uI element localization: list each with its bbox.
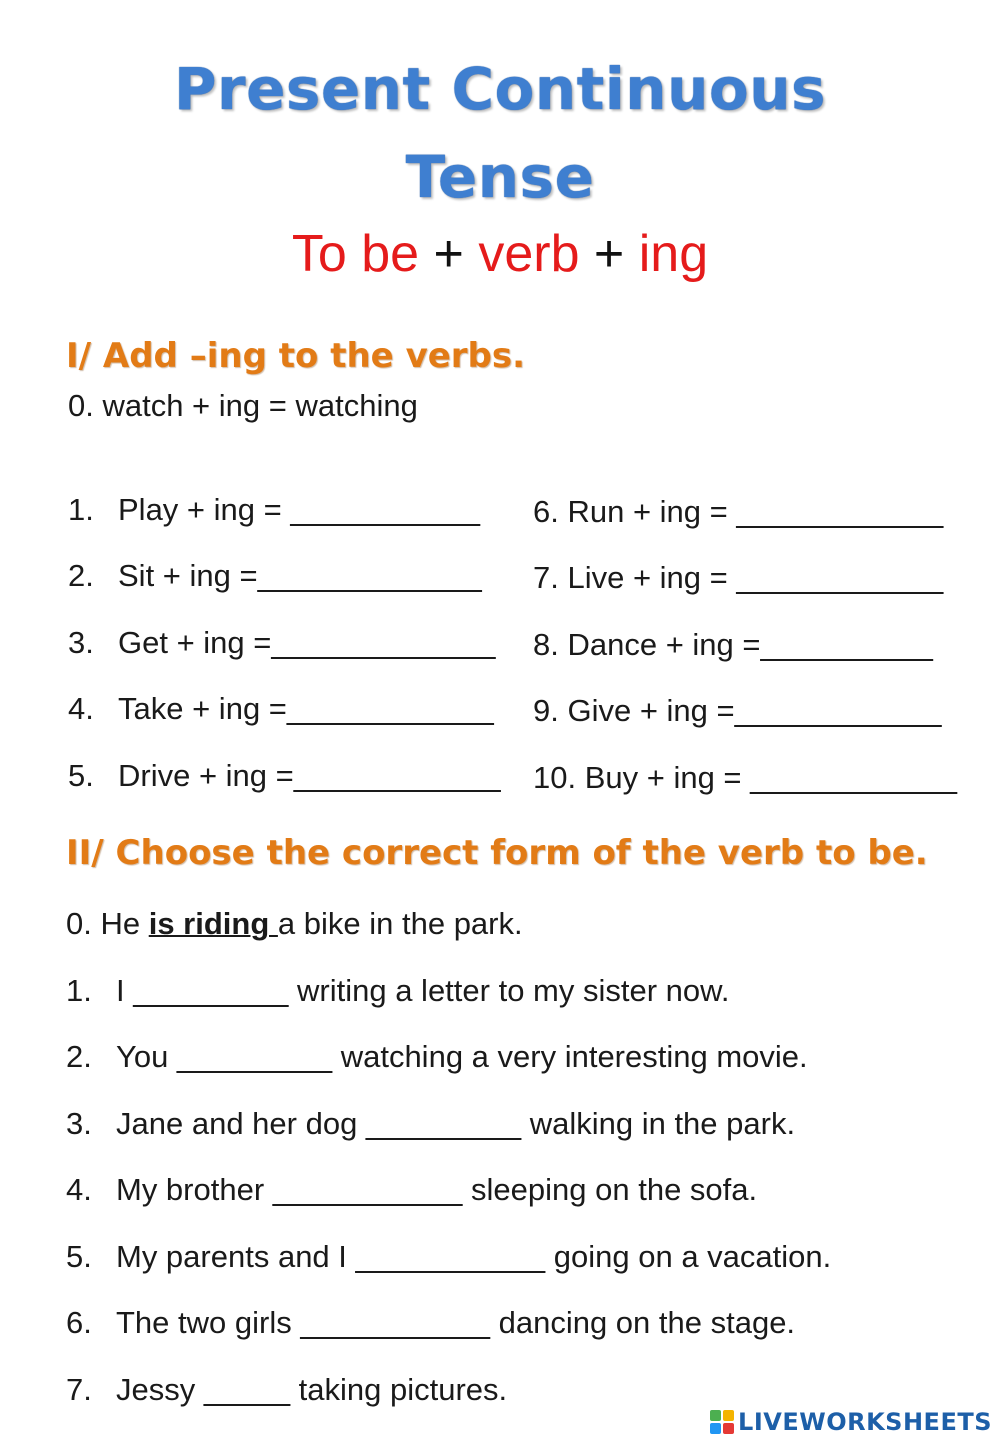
- exercise-1-number: 5.: [68, 758, 94, 793]
- formula-to-be: To be: [291, 225, 420, 283]
- exercise-2-item[interactable]: Jane and her dog _________ walking in the park.: [116, 1106, 796, 1141]
- exercise-1-item[interactable]: Drive + ing =____________: [118, 758, 501, 793]
- brand-name: LIVEWORKSHEETS: [738, 1408, 992, 1436]
- worksheet-title-line1: Present Continuous: [173, 55, 827, 123]
- exercise-2-number: 3.: [66, 1106, 92, 1141]
- exercise-2-item[interactable]: My parents and I ___________ going on a vacation.: [116, 1239, 832, 1274]
- exercise-2-number: 5.: [66, 1239, 92, 1274]
- exercise-1-item[interactable]: Play + ing = ___________: [118, 492, 480, 527]
- formula-plus: +: [579, 225, 639, 283]
- exercise-2-number: 2.: [66, 1039, 92, 1074]
- exercise-1-item[interactable]: 8. Dance + ing =__________: [533, 627, 933, 662]
- formula-plus: +: [419, 225, 479, 283]
- exercise-2-number: 1.: [66, 973, 92, 1008]
- exercise-2-number: 7.: [66, 1372, 92, 1407]
- liveworksheets-brand[interactable]: [710, 1409, 992, 1435]
- exercise-1-number: 3.: [68, 625, 94, 660]
- exercise-1-item[interactable]: 10. Buy + ing = ____________: [533, 760, 958, 795]
- example-answer: is riding: [148, 906, 278, 941]
- exercise-1-item[interactable]: 6. Run + ing = ____________: [533, 494, 944, 529]
- example-prefix: 0. He: [66, 906, 149, 941]
- exercise-1-item[interactable]: 7. Live + ing = ____________: [533, 560, 944, 595]
- section-2-heading: II/ Choose the correct form of the verb to be.: [66, 833, 928, 873]
- exercise-1-number: 2.: [68, 558, 94, 593]
- section-1-example: 0. watch + ing = watching: [68, 388, 418, 423]
- exercise-1-item[interactable]: Sit + ing =_____________: [118, 558, 482, 593]
- formula-verb: verb: [478, 225, 580, 283]
- exercise-1-item[interactable]: 9. Give + ing =____________: [533, 693, 942, 728]
- exercise-2-number: 6.: [66, 1305, 92, 1340]
- exercise-2-item[interactable]: The two girls ___________ dancing on the stage.: [116, 1305, 796, 1340]
- exercise-1-number: 4.: [68, 691, 94, 726]
- exercise-2-number: 4.: [66, 1172, 92, 1207]
- section-2-example: [66, 908, 523, 939]
- exercise-2-item[interactable]: Jessy _____ taking pictures.: [116, 1372, 508, 1407]
- section-1-heading: I/ Add –ing to the verbs.: [66, 336, 526, 376]
- formula-ing: ing: [638, 225, 709, 283]
- exercise-1-item[interactable]: Get + ing =_____________: [118, 625, 496, 660]
- exercise-2-item[interactable]: I _________ writing a letter to my sister now.: [116, 973, 730, 1008]
- worksheet-title-line2: Tense: [405, 143, 595, 211]
- tense-formula: [0, 225, 1000, 283]
- liveworksheets-logo-icon: [710, 1410, 734, 1434]
- exercise-1-item[interactable]: Take + ing =____________: [118, 691, 494, 726]
- exercise-2-item[interactable]: My brother ___________ sleeping on the sofa.: [116, 1172, 758, 1207]
- exercise-2-item[interactable]: You _________ watching a very interesting movie.: [116, 1039, 808, 1074]
- example-suffix: a bike in the park.: [277, 906, 523, 941]
- exercise-1-number: 1.: [68, 492, 94, 527]
